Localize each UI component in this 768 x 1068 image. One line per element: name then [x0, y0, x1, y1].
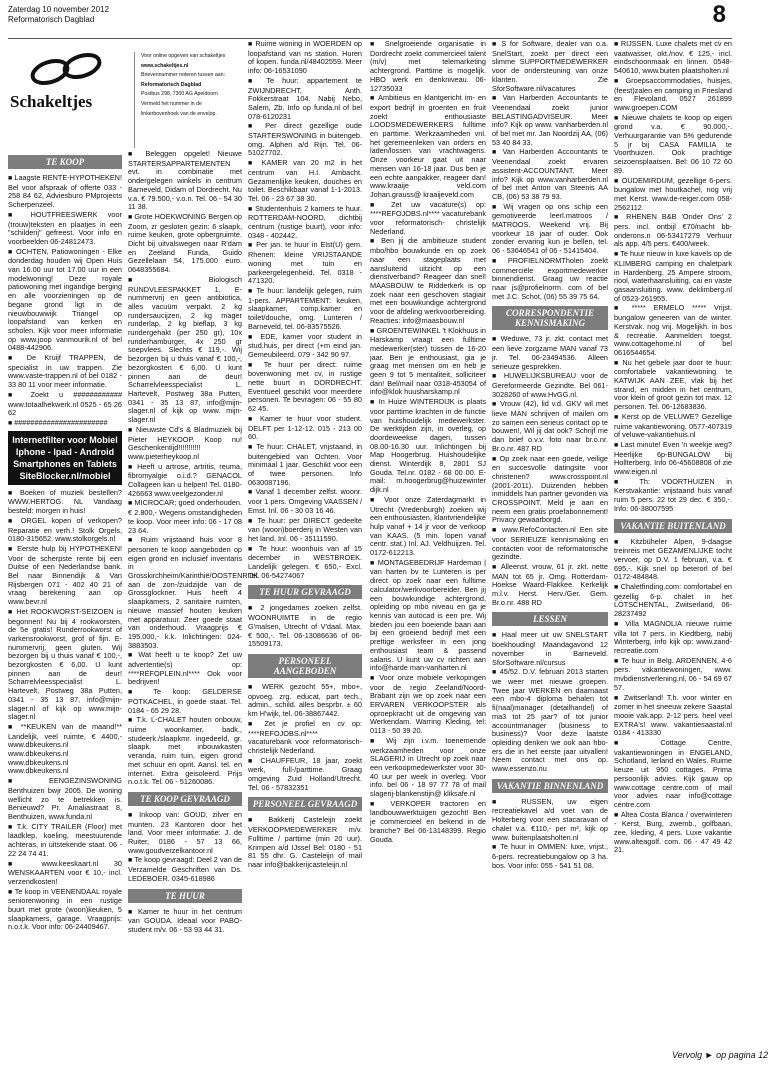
classified-ad: ■ Groepsaccommodaties, huisjes, (feest)zalen en camping in Friesland en Flevoland. 0527 261899 www.groepen.COM [614, 77, 732, 113]
info-line: Postbus 298, 7300 AG Apeldoorn [141, 91, 218, 98]
classified-ad: ■ Snelgroeiende organisatie in Dordrecht zoekt commercieel talent (m/v) met telemarketing achtergrond. Parttime is mogelijk. HBO werk en denkniveau. 06-12735033 [370, 40, 486, 93]
classified-ad: ■ Kamer te huur in het centrum van GOUDA. Ideaal voor PABO-student m/v. 06 - 53 93 44 31. [128, 908, 242, 935]
classified-ad: ■ T.k. CITY TRAILER (Floor) met laadklep, koeling, meestuurende achteras, in uitstekende staat. 06 - 22 24 74 41. [8, 823, 122, 859]
column-6 [614, 40, 732, 1048]
classified-ad: ■ Inkoop van: GOUD, zilver en munten. 23 Kantoren door het land. Voor meer informatie: J. de Ruiter, 0186 - 57 13 66, www.goudverzelkantoor.nl [128, 811, 242, 856]
classified-ad: ■ Wij zijn i.v.m. toenemende werkzaamheden voor onze SLAGERIJ in Utrecht op zoek naar een verkoopmedewerkster voor 30-40 uur per week in overleg. Voor info. bel 06 - 18 97 77 78 of mail slagerij-blankenstijn@ kliksafe.nl [370, 737, 486, 799]
classified-ad: ■ Te huur in Belg. ARDENNEN, 4-6 pers. vakantiewoningen, www. mvbdienstverlening.nl, 06 - 54 69 67 57. [614, 657, 732, 693]
section-heading: PERSONEEL GEVRAAGD [248, 797, 362, 811]
classified-ad: ■ Altea Costa Blanca / overwinteren - Kerst, Burg, zwemb., golfbaan, zee, kleding, 4 pers. Luxe vakantie www.alteagolf. com. 06 - 47 49 42 21. [614, 811, 732, 856]
classified-ad: ■ De Kruijf TRAPPEN, de specialist in uw trappen. Zie www.vaste-trappen.nl of bel 0182 - 33 80 11 voor meer informatie. [8, 354, 122, 390]
classified-ad: ■ Last minute! Even 'n weekje weg? Heerlijke 6p-BUNGALOW bij Hollterberg. Info 06-45608808 of zie www.eigen.nl [614, 441, 732, 477]
classified-ad: ■ Te huur: per DIRECT gedeelte van (woon)boerderij in Westen van het land. Inl. 06 - 35111590. [248, 517, 362, 544]
classified-ad: ■ www.keeskaart.nl 30 WENSKAARTEN voor € 10,- incl. verzendkosten! [8, 860, 122, 887]
classified-ad: ■ Wat heeft u te koop? Zet uw advertentie(s) op: ****REFOPLEIN.nl**** Ook voor bedrijven! [128, 651, 242, 687]
classified-ad: ■ ORGEL kopen of verkopen? Reparatie en verh.! Stolk Orgels, 0180-315652. www.stolkorgels.nl [8, 517, 122, 544]
classified-ad: ■ Zoekt u ############ www.totaalhekwerk.nl 0525 - 65 26 62 [8, 391, 122, 418]
chain-link-icon [8, 48, 132, 90]
classified-ad: ■ Nieuwe chalets te koop op eigen grond v.a. € 90.000,-. Verhuurgarantie van 5% gedurende 5 jr bij CASA FAMILIA te Voorthuizen. Ook prachtige seizoensplaatsen. Bel: 06 10 72 60 89. [614, 114, 732, 176]
classified-ad: ■ Kitzbüheler Alpen, 9-daagse treinreis met GEZAMENLIJKE tocht vervoer, op D.V. 1 februari, v.a. € 695,-. Kijk snel op beterorl of bel 0172-484848. [614, 538, 732, 583]
classified-ad: ■ ***** ERMELO ***** Vrijst. bungalow geneeren van de winter. Kerstvak. nog vrij. Mogelijkh. in bos & recreatie. Aanmelden toegst. www.cottagehome.nl of bel 0616544654. [614, 304, 732, 357]
classified-ad: ■ ####################### [8, 419, 122, 429]
display-ad: Internetfilter voor Mobiel Iphone - Ipad - Android Smartphones en Tablets SiteBlocker.nl/mobiel [8, 431, 122, 485]
classified-ad: ■ Ruim vrijstaand huis voor 8 personen te koop aangeboden op eigen grond en inclusief inventaris in Grosskirchheim/Karinthië/OOSTENRIJK aan de zon-/zuidzijde van de Grossglockner. Huis heeft 4 slaapkamers, 2 sanitaire ruimten, nieuwe massief houten keuken met apparatuur. Zeer goede staat van onderhoud. Vraagprijs € 195.000,- k.k. Inlichtingen: 024-3883503. [128, 536, 242, 650]
classified-ad: ■ Ambitieus en klantgericht im- en export bedrijf in groenten en fruit zoekt enthousiaste LOODSMEDEWERKERS fulltime en parttime. Werkzaamheden vnl. het geremeenleken van orders en laden/lossen van vrachtwagens. Onze voorkeur gaat uit naar mensen van 16-18 jaar. Dus ben je een echte aanpakker, reageer dan! www.kraaije veld.com Johan.grauss@ kraaijeveld.com [370, 94, 486, 199]
classified-ad: ■ S for Software, dealer van o.a. SnelStart, zoekt per direct een slimme SUPPORTMEDEWERKER voor de ondersteuning van onze klanten. Zie SforSoftware.nl/vacatures [492, 40, 608, 93]
section-title: Schakeltjes [10, 92, 93, 111]
issue-date: Zaterdag 10 november 2012 [8, 5, 109, 14]
classified-ad: ■ Weduwe, 73 jr. zkt. contact met een lieve zorgzame MAN vanaf 73 jr. Tel. 06-23494536. Alleen serieuze gesprekken. [492, 335, 608, 371]
classified-ad: ■ T.k. L-CHALET houten onbouw, ruime woonkamer, badk., studeerk./slaapkmr. ingedeeld, gr. slaapk. met inbouwkasten veranda, ruim tuin, eigen grond met schuur en oprit. Aansl. tel. en internet. Extra geisoleerd. Prijs n.o.t.k. Tel. 06 - 51260086. [128, 716, 242, 787]
info-line: Reformatorisch Dagblad [141, 81, 202, 88]
page-number: 8 [712, 1, 726, 28]
classified-ad: ■ HOUTFREESWERK voor (trouw)teksten en plaatjes in een "schilderij" gefreest. Voor info en voorbeelden 06-24812473. [8, 211, 122, 247]
section-heading: CORRESPONDENTIE KENNISMAKING [492, 306, 608, 330]
classified-ad: ■ Te huur per direct: ruime bovenwoning met cv, in rustige nette buurt in DORDRECHT. Eventueel geschikt voor meerdere personen. Te bevragen: 06 - 55 80 62 45. [248, 361, 362, 414]
classified-ad: ■ In Huize WINTERDIJK is plaats voor parttime krachten in de functie van huishoudelijk medewerkster. De werktijden zijn, in overleg, op doordeweekse dagen, tussen 08.00-16.30 uur. Inlichtingen bij Map Hoogerbrug. Huishoudelijke dienst. Winterdijk 8, 2801 SJ Gouda. Tel.nr. 0182 - 68 00 00. E-mail: m.hoogerbrug@huizewinter dijk.nl [370, 398, 486, 495]
classified-ad: ■ Van Harberden Accountants te Veenendaal zoekt junior BELASTINGADVISEUR. Meer info? Kijk op www. vanharberden.nl of bel met mr. Jan Noordzij AA, (06) 53 40 84 33. [492, 94, 608, 147]
classified-ad: ■ Biologisch RUNDVLEESPAKKET 1, E-nummervrij en geen antibiotica, alles vacuüm verpakt. 2 kg rundersaucijzen, 2 kg mager runderlap, 2 kg bieflap, 3 kg rundergehakt (per 250 gr), 10x runderhamburger, 4x 250 gr soepvlees. Slechts € 119,-. Wij bezorgen bij u thuis vanaf € 100,-, bezorgkosten € 6,00. U kunt pinnen aan de deur! Scharrelvleesspecialist L. Hartevelt, Postweg 38a Putten, 0341 - 35 13 87, info@mijn-slager.nl of kijk op www. mijn-slager.nl [128, 276, 242, 425]
classified-ad: ■ Ruime woning in WOERDEN op loopafstand van ns station. Huren of kopen. funda.nl/48402559. Meer info: 06-16531090 [248, 40, 362, 76]
classified-ad: ■ Per jan. te huur in Elst(U) gem. Rhenen: kleine VRIJSTAANDE woning met tuin en parkeergelegenheid. Tel. 0318 - 471320. [248, 241, 362, 286]
classified-ad: ■ Bakkerij Casteleijn zoekt VERKOOPMEDEWERKER m/v. Fulltime / parttime (min 20 uur). Krimpen a/d IJssel Bel: 0180 - 51 81 55 dhr. G. Casteleijn of mail naar info@bakkerijcasteleijn.nl [248, 816, 362, 869]
section-heading: TE HUUR [128, 889, 242, 903]
continued-note: Vervolg ► op pagina 12 [672, 1050, 768, 1060]
classified-ad: ■ Te huur: CHALET, vrijstaand, in buitengebied van Ochten. Voor minimaal 1 jaar. Geschikt voor een of twee personen. Info 0630087196. [248, 443, 362, 488]
classified-ad: ■ Haal meer uit uw SNELSTART boekhouding! Maandagavond 12 november in Barneveld. SforSoftware.nl/cursus [492, 631, 608, 667]
classified-ad: ■ Van Harberden Accountants te Veenendaal zoekt ervaren assistent-ACCOUNTANT. Meer info? Kijk op www.vanharberden.nl of bel met Anton van Steenis AA CB, (06) 53 38 79 93. [492, 148, 608, 201]
info-line: www.schakeltjes.nl [141, 62, 189, 69]
classified-ad: ■ MONTAGEBEDRIJF Hardeman | van harten bv te Lunteren is per direct op zoek naar een fulltime calculator/werkvoorbereider. Ben jij een bouwkundige achtergrond, opleiding op mbo niveau en ga je kennis van autocad is een pre. Wij bieden jou een boeiende baan aan bij een groeiend bedrijf met een prettige werksfeer in een jong enthousiast team & passend salaris. U kunt uw cv richten aan info@harde man-vanharten.nl [370, 559, 486, 673]
classified-ad: ■ OUDEMIRDUM, gezellige 6-pers. bungalow met houtkachel, nog vrij met Kerst. www.de-reiger.com 058-2562112. [614, 177, 732, 213]
classified-ad: ■ Laagste RENTE-HYPOTHEKEN! Bel voor afspraak of offerte 033 - 258 84 62, Adviesburo PMprojects Scherpenzeel. [8, 174, 122, 210]
classified-ad: ■ OCHTEN, Patiowoningen - Elke donderdag houden wij Open Huis van 16.00 uur tot 17.00 uur in een modelwoning! Deze royale patiowoning met ingandige berging en alle voorzieningen op de begane grond ligt in de nieuwbouwwijk Triangel op loopafstand van kerken en scholen. Kijk voor meer informatie op www.joop vanmourik.nl of bel 0488-442906. [8, 248, 122, 353]
section-heading: VAKANTIE BINNENLAND [492, 779, 608, 793]
classified-ad: ■ EDE, kamer voor student in stud.huis, per direct (+m eind jan. Gemeubileerd. 079 - 342 90 97. [248, 333, 362, 360]
classified-ad: ■ Per direct gezellige oude STARTERSWONING in buitengeb. omg. Alphen a/d Rijn. Tel. 06-51027702. [248, 122, 362, 158]
classified-ad: ■ Eerste hulp bij HYPOTHEKEN! Voor de scherpste rente bij een Duitse of een Nederlandse bank. Bel naar Binnendijk & Van Rijsbergen 071 - 402 40 21 of vraag berekening aan op www.bevr.nl [8, 545, 122, 607]
classified-ad: ■ RIJSSEN. Luxe chalets met cv en vaatwasser, okt./nov. € 125,- incl. eindschoonmaak en linnen. 0548-540610, www.buiten plaatsholten.nl [614, 40, 732, 76]
info-line: linkerbovenhoek van de envelop. [141, 110, 217, 117]
classified-ad: ■ Te huur: appartement te ZWIJNDRECHT, Anth. Fokkerstraat 104. Nabij Nebo, Salem, Zb. Info op funda.nl of bel 078-6120231 [248, 77, 362, 122]
section-heading: TE HUUR GEVRAAGD [248, 585, 362, 599]
section-heading: TE KOOP GEVRAAGD [128, 792, 242, 806]
classified-ad: ■ Kamer te huur voor student. DELFT per 1-12-12. 015 - 213 00 60. [248, 415, 362, 442]
classified-ad: ■ Het ROOKWORST-SEIZOEN is begonnen! Nu bij 4 rookworsten, de 5e gratis! Runderrookworst of varkensrookworst, grof of fijn. E-nummervrij, geen gluten. Wij bezorgen bij u thuis vanaf € 100,-, bezorgkosten € 6,00. U kunt pinnen aan de deur! Scharrelvleesspecialist L. Hartevelt, Postweg 38a Putten, 0341 - 35 13 87, info@mijn-slager.nl of kijk op www.mijn-slager.nl [8, 608, 122, 722]
classified-ad: ■ VERKOPER tractoren en landbouwwerktuigen gezocht! Ben je commercieel en bekend in de branche? Bel 06-13148399. Regio Gouda. [370, 800, 486, 845]
classified-ad: ■ WERK gezocht 55+, mbo+, opvoeg. zrg. educat, part tech., admin., schild. alles besprbr. ± 60 km H'wijk, tel. 06-38867442. [248, 683, 362, 719]
classified-ad: ■ Nu het gebele jaar door te huur: comfortabele vakantiewoning te KATWIJK AAN ZEE, vlak bij het strand, en midden in het centrum, voor klein of groot gezin tot max. 12 personen. Tel. 06-12683836. [614, 359, 732, 412]
section-heading: VAKANTIE BUITENLAND [614, 519, 732, 533]
classified-ad: ■ Kerst op de VELUWE? Gezellige ruime vakantiewoning. 0577-407319 of veluwe-vakantiehuis.nl [614, 413, 732, 440]
classified-ad: ■ GROENTEWINKEL 't Klokhuus in Harskamp vraagt een fulltime medewerker(ster) tussen de 16-20 jaar. Ben je enthousiast, gia je graag met mensen om en heb je geen 9 tot 5 mentaliteit, solliciteer dan! Bel/mail naar 0318-453054 of info@klok huusharskamp.nl [370, 327, 486, 398]
classified-ad: ■ MICROCAR; goed onderhouden. € 2.800,- Wegens omstandigheden te koop. Voor meer info: 06 - 17 08 23 64. [128, 499, 242, 535]
section-heading: LESSEN [492, 612, 608, 626]
classified-ad: ■ Villa MAGNOLIA nieuwe ruime villa tot 7 pers. in Kiedtberg, nabij Winterberg, info kijk op: www.zand-recreatie.com [614, 620, 732, 656]
info-line: Vermeld het nummer in de [141, 100, 202, 107]
section-heading: TE KOOP [8, 155, 122, 169]
classified-ad: ■ RUSSEN, uw eigen recreatiekavel a/d voet van de Holterberg voor een stacaravan of chalet v.a. €110,- per m², kijk op www. buitenplaatsholten.nl [492, 798, 608, 843]
column-5 [492, 40, 608, 1068]
page-header [8, 3, 732, 39]
classified-ad: ■ Beleggen opgelet! Nieuwe STARTERSAPPARTEMENTEN evt. in combinatie met ondergelegen winkels in centrum Barneveld, Didam of Dordrecht. Nu v.a. € 79.500,- v.o.n. Tel. 06 - 54 30 11 38. [128, 150, 242, 212]
classified-ad: ■ Te koop: GELDERSE POTKACHEL, in goede staat. Tel. 0184 - 65 29 28. [128, 688, 242, 715]
classified-ad: ■ CHAUFFEUR, 18 jaar, zoekt werk, full-/parttime. Graag omgeving Zuid Holland/Utrecht. Tel. 06 - 57832351 [248, 757, 362, 793]
publication-name: Reformatorisch Dagblad [8, 15, 95, 24]
classified-ad: ■ www.RefoContacten.nl Een site voor SERIEUZE kennismaking en contacten voor de reformatorische gezindte. [492, 526, 608, 562]
classified-ad: ■ Te huur: landelijk gelegen, ruim 1-pers. APPARTEMENT: keuken, slaapkamer, comp.kamer en toilet/douche, omg. Lunteren / Barneveld, tel. 06-83575526. [248, 287, 362, 332]
classified-ad: ■ Boeken of muziek bestellen? WWW.HERTOG. NL Vandaag besteld: morgen in huis! [8, 489, 122, 516]
section-logo [8, 48, 134, 134]
classified-ad: ■ Te huur: woonhuis van af 15 december in WESTBROEK. Landelijk gelegen. € 650,- Excl. Tel. 06-54274067 [248, 545, 362, 581]
classified-ad: ■ Zet je profiel en cv op: ****REFOJOBS.nl**** vacaturebank voor reformatorisch-christelijk Nederland. [248, 720, 362, 756]
classified-ad: ■ Chaletfinding.com: comfortabel en gezellig 6-p. chalet in het LÖTSCHENTAL, Zwitserland, 06-28237492 [614, 583, 732, 619]
classified-ad: ■ Alleenst. vrouw, 61 jr. zkt. nette MAN tot 65 jr. Omg. Rotterdam-Hoekse Waard-Flakkee. Kerkelijk m.l.v. Herst. Herv./Ger. Gem. Br.o.nr. 488 RD [492, 563, 608, 608]
info-line: Voor online opgeven van schakeltjes [141, 53, 226, 59]
classified-ad: ■ Heeft u artrose, artritis, reuma, fibromyalgie o.i.d.? GENACOL Collageen kan u helpen! Tel. 0180-426663 www.veelgezonder.nl [128, 463, 242, 499]
classified-ad: ■ Th: VOORTHUIZEN in Kerstvakantie: vrijstaand huis vanaf ruim 5 pers. 22 tot 29 dec. € 350,-. Info: 06-38007595 [614, 478, 732, 514]
classified-ad: ■ Wij vragen op ons schip een gemotiveerde leerl.matroos / MATROOS. Weekend vrij. Bij voorkeur 18 jaar of ouder. Ook zonder ervaring kun je bellen, tel. 06 - 53646541 of 06 - 51415404. [492, 203, 608, 256]
classified-ad: ■ Vrouw (42), lid v.d. GKV wil met lieve MAN schrijven of mailen om zo samen een serieus contact op te bouwen!, Wil jij dat ook? Schrijf me dan brief o.v.v. foto naar br.o.nr. Br.o.nr. 487 RD [492, 400, 608, 453]
info-line: Brievennummer noteren tussen aan: [141, 72, 225, 79]
classified-ad: ■ 2 jongedames zoeken zelfst. WOONRUIMTE in de regio G'malsen, Utrecht of V'daal. Max. € 500,-. Tel. 06-13086636 of 06-15509173. [248, 604, 362, 649]
column-1 [8, 150, 122, 1068]
classified-ad: ■ Ben jij die ambitieuze student mbo/hbo bouwkunde en op zoek naar een stageplaats met aansluitend uitzicht op een dienstverband? Reageer dan snel! MAASBOUW te Ridderkerk is op zoek naar een geschoven stagiair met een bouwkundige achtergrond voor de afdeling werkvoorbereiding. Reacties: info@maasbouw.nl [370, 237, 486, 325]
column-3 [248, 40, 362, 1068]
column-2 [128, 149, 259, 1068]
classified-ad: ■ Studentenhuis 2 kamers te huur. ROTTERDAM-NOORD, dichtbij centrum (rustige buurt), voor info: 0348 - 402442. [248, 205, 362, 241]
classified-ad: ■ Te koop in VEENENDAAL royale seniorenwoning in een rustige buurt met grote (woon)keuken, 5 slaapkamers, garage. Vraagprijs: n.o.t.k. Voor info: 06-24409467. [8, 888, 122, 933]
classified-ad: ■ PROFIELNORMTholen zoekt commerciële exportmedewerker binnendienst. Graag uw reactie naar js@profielnorm. com of bel met J.C. Schot, (06) 55 39 75 64. [492, 257, 608, 302]
classified-ad: ■ 45/52. D.V. februari 2013 starten we weer met nieuwe groepen. Twee jaar WERKEN en daarnaast een mbo-4 diploma behalen tot fi(naal)manager (detailhandel) of ma3 tot 25 jaar? of tot junior accountmanager (business to business)? Voor deze laatste opleiding denken we ook aan hbo-ers die in het eerste jaar uitvallen! Neem contact met ons op. www.essenzo.nu [492, 668, 608, 773]
classified-ad: ■ Grote HOEKWONING Bergen op Zoom, zr gesloten gezin: 6 slaapk, ruime keuken, grote opbergruimte. Dicht bij uitvalswegen naar R'dam en Zeeland Funda, Guido Gezellelaan 54, 175.000 euro. 0648355684. [128, 213, 242, 275]
classified-ad: ■ Voor onze mobiele verkopingen voor de regio Zeeland/Noord-Brabant zijn we op zoek naar een ERVAREN VERKOOPSTER als oproepkracht uit de omgeving van Werkendam. Warring Kleding, tel: 0113 - 50 39 20. [370, 674, 486, 736]
classified-ad: ■ Cottage Centre, vakantiewoningen in ENGELAND, Schotland, Ierland en Wales. Ruime keuze uit 950 cottages. Prima persoonlijk advies. Kijk gauw op www.cottage centre.com of mail voor advies naar info@cottage centre.com [614, 739, 732, 810]
classified-ad: ■ HUWELIJKSBUREAU voor de Gereformeerde Gezindte. Bel 061-3028260 of www.HvGG.nl. [492, 372, 608, 399]
classified-ad: ■ Vanaf 1 december zelfst. woonr. voor 1 pers. Omgeving VAASSEN / Emst. Inl. 06 - 30 03 16 46. [248, 488, 362, 515]
classified-ad: ■ Op zoek naar een goede, veilige en succesvolle datingsite voor christenen? www.crosspoint.nl (2001-2011). Duizenden hebben inmiddels hun partner gevonden via CROSSPOINT. Meld je aan en neem een gratis proefabonnement! Privacy gewaarborgd. [492, 455, 608, 526]
classified-ad: ■ Te huur nieuw in luxe kavels op de KLIMBERG camping en chaletpark in Hardenberg. 25 Ampere stroom, riool, waterhaansluiting, cai en vaste gasaansluiting. www. deklimberg.nl of 0523-261955. [614, 250, 732, 303]
classified-ad: ■ Te koop gevraagd: Deel 2 van de Verzamelde Geschriften van Ds. LEDEBOER. 0345-618986 [128, 856, 242, 883]
classified-ad: ■ RHENEN B&B 'Onder Ons' 2 pers. incl. ontbijl €70/nacht bb-onderons.n 06-53417279 Verhuur als app. 4/5 pers. €400/week. [614, 213, 732, 249]
classified-ad: ■ EENGEZINSWONING Benthuizen bwjr 2005. De woning wellicht zo te betrekken is. Benieuwd? Pr. Amaliastraat 8, Benthuizen, www.funda.nl [8, 777, 122, 822]
classified-ad: ■ Zwitserland! T.h. voor winter en zomer in het sneeuw zekere Saastal mooie vak.app. 2-12 pers. heel veel EXTRA's! www. vakantiesaastal.nl 0184 - 413330 [614, 694, 732, 739]
classified-ad: ■ Voor onze Zaterdagmarkt in Utrecht (Vredenburgh) zoeken wij een enthousiasten, klantvriendelijke hulp vanaf + 14 jr voor de verkoop van KAAS. (5 min. lopen vanaf centr. stat.) Inl. AJ. Veldhuijzen. Tel. 0172-612213. [370, 496, 486, 558]
classified-ad: ■ Zet uw vacature(s) op: ****REFOJOBS.nl**** vacaturebank voor reformatorisch- christelijk Nederland. [370, 201, 486, 237]
column-4 [370, 40, 486, 1068]
classified-ad: ■ KAMER van 20 m2 in het centrum van H.I. Ambacht. Gezamenlijke keuken, douches en toilet. Beschikbaar vanaf 1-1-2013. Tel. 06 - 23 67 38 30. [248, 159, 362, 204]
classified-ad: ■ **KEUKEN van de maand!** Landelijk, veel ruimte, € 4400,-www.dbkeukens.nl www.dbkeukens.nl www.dbkeukens.nl www.dbkeukens.nl [8, 723, 122, 776]
section-heading: PERSONEEL AANGEBODEN [248, 654, 362, 678]
classified-ad: ■ Nieuwste Cd's & Bladmuziek bij Pieter HEYKOOP. Koop nu! Geschenkentijd!!!!!!!!!!! www.pieterheykoop.nl [128, 426, 242, 462]
classified-ad: ■ Te huur in OMMEN: luxe, vrijst., 6-pers. recreatiebungalow op 3 ha. bos. Voor info: 055 - 541 51 08. [492, 843, 608, 870]
